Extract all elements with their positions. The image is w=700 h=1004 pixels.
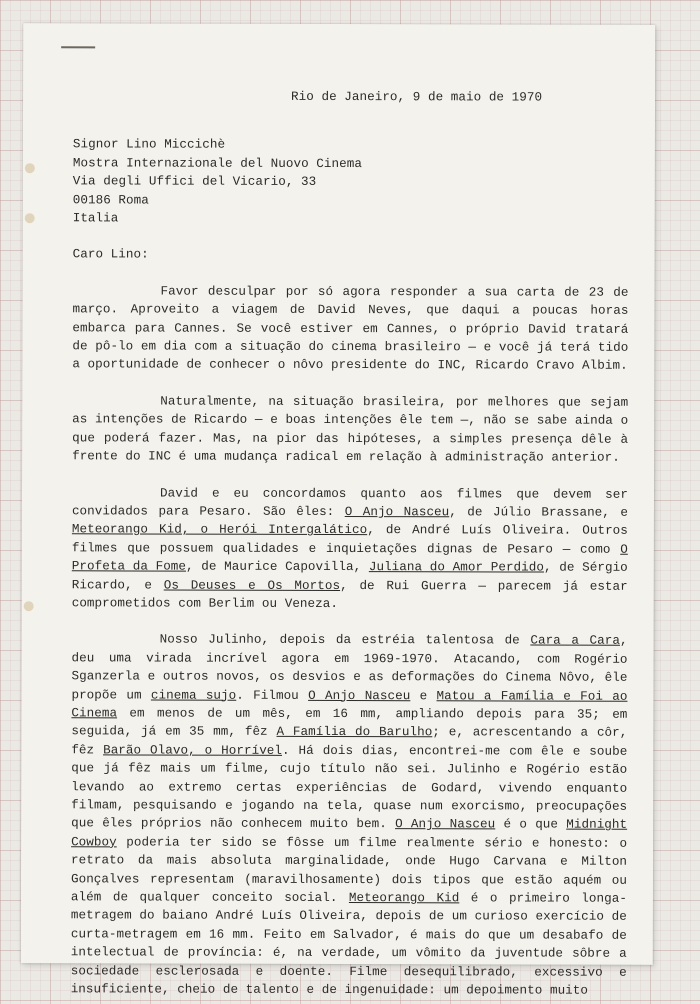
staple-holes xyxy=(23,23,655,25)
film-title: Barão Olavo, o Horrível xyxy=(103,743,283,758)
film-title: O Anjo Nasceu xyxy=(344,504,450,520)
recipient-address xyxy=(73,136,629,229)
text-run: é o que xyxy=(495,817,567,833)
text-run: , de Sérgio Ricardo, e xyxy=(71,560,628,593)
address-line: Signor Lino Miccichè xyxy=(72,137,226,153)
film-title: Matou a Família e Foi ao Cinema xyxy=(71,688,628,721)
film-title: A Família do Barulho xyxy=(276,725,433,740)
text-run: . Filmou xyxy=(236,688,309,703)
text-run: é o primeiro longa-metragem do baiano André Luís Oliveira, depois de um curioso exercício de curta-metragem em 16 mm. Feito em Salvador, é mais do que um desabafo de intelectual de província: é, na verdade, um vômito da juventude sôbre a sociedade esclerosada e doente. Filme desequilibrado, excessivo e insuficiente, cheio de talento e de ingenuidade: um depoimento muito xyxy=(70,891,627,998)
film-title: Midnight Cowboy xyxy=(71,818,628,850)
salutation: Caro Lino: xyxy=(72,247,149,262)
text-run: e xyxy=(410,688,437,703)
text-run: , deu uma virada incrível agora em 1969-1970. Atacando, com Rogério Sganzerla e outros novos, os desvios e as deformações do Cinema Nôvo, êle propõe um xyxy=(71,634,628,703)
paragraph-3 xyxy=(72,484,628,614)
paragraph-2: Naturalmente, na situação brasileira, por melhores que sejam as intenções de Ricardo — e boas intenções êle tem —, não se sabe ainda o que poderá fazer. Mas, na pior das hipóteses, a simples presença dêle à frente do INC é uma mudança radical em relação à administração anterior. xyxy=(72,394,629,465)
paragraph-1: Favor desculpar por só agora responder a sua carta de 23 de março. Aproveito a viagem de David Neves, que daqui a poucas horas embarca para Cannes. Se você estiver em Cannes, o próprio David tratará de pô-lo em dia com a situação do cinema brasileiro — e você já terá tido a oportunidade de conhecer o nôvo presidente do INC, Ricardo Cravo Albim. xyxy=(72,284,629,374)
text-run: . Há dois dias, encontrei-me com êle e soube que já fêz mais um filme, cujo título não sei. Julinho e Rogério estão levando ao extremo certas experiências de Godard, vivendo enquanto filmam, pesquisando e jogando na tela, quase num exorcismo, preocupações que êles próprios não conhecem muito bem. xyxy=(71,743,628,832)
letter-date: Rio de Janeiro, 9 de maio de 1970 xyxy=(291,89,543,105)
film-title: O Anjo Nasceu xyxy=(308,688,411,703)
text-run: Nosso Julinho, depois da estréia talentosa de xyxy=(159,632,531,648)
film-title: cinema sujo xyxy=(150,688,237,703)
film-title: Cara a Cara xyxy=(530,633,621,649)
text-run: David e eu concordamos quanto aos filmes que devem ser convidados para Pesaro. São êles: xyxy=(71,486,629,519)
text-run: , de André Luís Oliveira. Outros filmes que possuem qualidades e inquietações dignas de Pesaro — como xyxy=(71,523,628,557)
text-run: poderia ter sido se fôsse um filme realmente sério e honesto: o retrato da mais absoluta marginalidade, onde Hugo Carvana e Milton Gonçalves representam (maravilhosamente) dois tipos que estão aquém ou além de qualquer conceito social. xyxy=(70,835,628,906)
text-run: ; e, acrescentando a côr, fêz xyxy=(71,725,628,758)
address-line: Mostra Internazionale del Nuovo Cinema xyxy=(72,156,362,171)
film-title: Juliana do Amor Perdido xyxy=(368,560,545,575)
text-run: , de Rui Guerra — parecem já estar comprometidos com Berlim ou Veneza. xyxy=(71,578,628,611)
text-run: , de Maurice Capovilla, xyxy=(186,559,369,575)
address-line: 00186 Roma xyxy=(72,192,149,208)
address-line: Italia xyxy=(72,211,119,226)
film-title: O Profeta da Fome xyxy=(71,542,628,574)
letter-sheet xyxy=(21,23,655,998)
pencil-mark xyxy=(61,46,95,48)
film-title: Os Deuses e Os Mortos xyxy=(163,578,341,593)
film-title: O Anjo Nasceu xyxy=(395,817,496,832)
film-title: Meteorango Kid, o Herói Intergalático xyxy=(71,522,368,538)
film-title: Meteorango Kid xyxy=(348,891,460,906)
text-run: em menos de um mês, em 16 mm, ampliando depois para 35; em seguida, já em 35 mm, fêz xyxy=(71,706,628,740)
text-run: , de Júlio Brassane, e xyxy=(449,505,628,520)
address-line: Via degli Uffici del Vicario, 33 xyxy=(72,174,317,190)
letter-body xyxy=(71,87,629,1000)
paragraph-4 xyxy=(71,631,628,1001)
